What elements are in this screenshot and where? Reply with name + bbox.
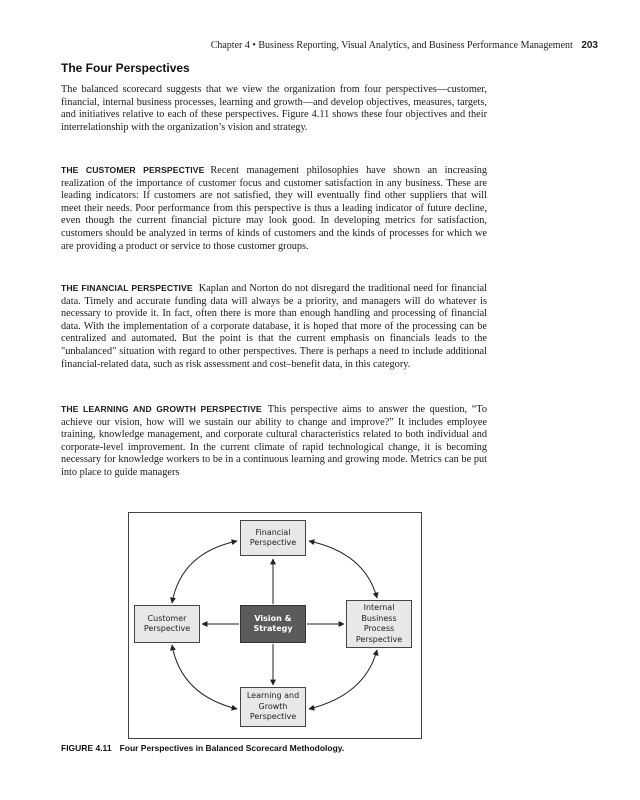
- customer-perspective-text: Recent management philosophies have shown an increasing realization of the importance of customer focus and customer satisfaction in any business. These are leading indicators: If customers are not satisfied, they will eventually find other suppliers that will meet their needs. Poor performance from this perspective is thus a leading indicator of future decline, even though the current financial picture may look good. In developing metrics for satisfaction, customers should be analyzed in terms of kinds of customers and the kinds of processes for which we are providing a product or service to those customer groups.: [61, 165, 487, 252]
- page-number: 203: [581, 40, 598, 51]
- box-line: Process: [363, 624, 395, 633]
- figure-caption-label: FIGURE 4.11: [61, 743, 112, 753]
- financial-perspective-box: [240, 520, 306, 556]
- arc-financial-internal: [309, 541, 377, 598]
- box-line: Strategy: [253, 624, 293, 633]
- box-line: Perspective: [143, 624, 191, 633]
- box-line: Learning and: [246, 691, 300, 701]
- financial-perspective-paragraph: [61, 282, 487, 371]
- box-line: Financial: [255, 527, 291, 537]
- learning-growth-box: [240, 687, 306, 727]
- internal-business-process-box: [346, 600, 412, 648]
- learning-perspective-paragraph: [61, 403, 487, 480]
- intro-paragraph: The balanced scorecard suggests that we view the organization from four perspectives—customer, financial, internal business processes, learning and growth—and develop objectives, measures, targets, and initiatives relative to each of these perspectives. Figure 4.11 shows these four objectives and their interrelationship with the organization’s vision and strategy.: [61, 84, 487, 133]
- box-line: Business: [361, 613, 397, 623]
- chapter-title: Chapter 4 • Business Reporting, Visual Analytics, and Business Performance Management: [210, 40, 573, 51]
- box-line: Internal: [363, 603, 395, 612]
- section-title: The Four Perspectives: [61, 61, 190, 75]
- learning-perspective-heading: THE LEARNING AND GROWTH PERSPECTIVE: [61, 404, 262, 414]
- customer-perspective-heading: THE CUSTOMER PERSPECTIVE: [61, 165, 205, 175]
- figure-caption: [61, 743, 344, 753]
- box-line: Vision &: [254, 613, 292, 623]
- box-line: Perspective: [355, 634, 403, 644]
- learning-perspective-text: This perspective aims to answer the question, “To achieve our vision, how will we sustain our ability to change and improve?” It includes employee training, knowledge management, and corporate cultural characteristics related to both individual and corporate-level improvement. In the current climate of rapid technological change, it is becoming necessary for knowledge workers to be in a continuous learning and growing mode. Metrics can be put into place to guide managers: [61, 404, 487, 478]
- vision-strategy-box: [240, 605, 306, 643]
- balanced-scorecard-figure: [128, 512, 422, 739]
- arc-internal-learning: [309, 650, 377, 709]
- running-header: [211, 40, 598, 51]
- customer-perspective-paragraph: [61, 164, 487, 253]
- box-line: Perspective: [249, 712, 297, 722]
- customer-perspective-box: [134, 605, 200, 643]
- financial-perspective-heading: THE FINANCIAL PERSPECTIVE: [61, 283, 193, 293]
- box-line: Growth: [258, 701, 288, 711]
- figure-caption-text: Four Perspectives in Balanced Scorecard Methodology.: [119, 743, 345, 753]
- box-line: Perspective: [249, 538, 297, 547]
- arc-learning-customer: [172, 645, 237, 709]
- financial-perspective-text: Kaplan and Norton do not disregard the traditional need for financial data. Timely and accurate funding data will always be a priority, and managers will do whatever is necessary to provide it. In fact, often there is more than enough handling and processing of financial data. With the implementation of a corporate database, it is hoped that more of the processing can be centralized and automated. But the point is that the current emphasis on financials leads to the "unbalanced" situation with regard to other perspectives. There is perhaps a need to include additional financial-related data, such as risk assessment and cost–benefit data, in this category.: [61, 283, 487, 370]
- box-line: Customer: [147, 613, 187, 623]
- arc-customer-financial: [172, 541, 237, 603]
